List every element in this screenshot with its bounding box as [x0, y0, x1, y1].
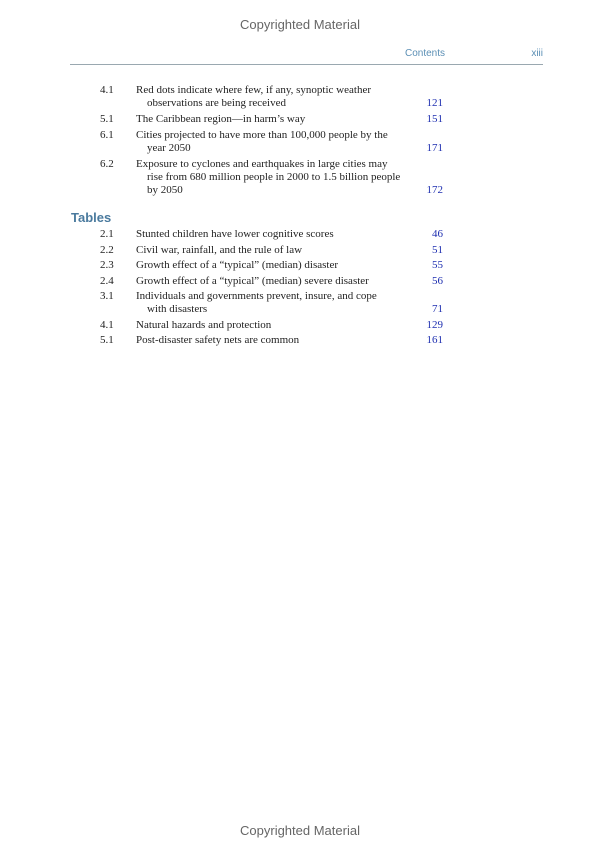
entry-title [136, 259, 410, 272]
running-head-section: Contents [404, 48, 445, 59]
entry-title-line: Growth effect of a “typical” (median) disaster [136, 259, 338, 271]
entry-title-line: Cities projected to have more than 100,000 people by the [136, 129, 388, 141]
entry-title-line: Post-disaster safety nets are common [136, 334, 300, 346]
figures-list [0, 84, 600, 200]
entry-page-number: 161 [426, 334, 443, 346]
entry-page-number: 129 [426, 318, 443, 331]
entry-title-line: rise from 680 million people in 2000 to 1.5 billion people [147, 171, 401, 183]
entry-title [136, 158, 410, 197]
entry-page-number: 171 [426, 142, 443, 154]
entry-page-number: 51 [432, 243, 443, 256]
entry-number: 4.1 [100, 84, 114, 96]
entry-page-number: 151 [426, 113, 443, 125]
watermark-top: Copyrighted Material [240, 17, 360, 32]
toc-entry [0, 228, 600, 241]
toc-entry [0, 334, 600, 347]
entry-page-number: 46 [432, 228, 443, 240]
entry-number: 2.3 [100, 259, 114, 271]
entry-title [136, 290, 410, 316]
entry-title-line: year 2050 [147, 142, 191, 154]
toc-entry [0, 290, 600, 316]
entry-number: 3.1 [100, 290, 114, 302]
entry-title [136, 84, 410, 110]
entry-number: 5.1 [100, 113, 114, 125]
toc-entry [0, 275, 600, 288]
entry-title [136, 334, 410, 347]
entry-title-line: Growth effect of a “typical” (median) severe disaster [136, 274, 369, 287]
entry-page-number: 55 [432, 259, 443, 271]
entry-title-line: Stunted children have lower cognitive scores [136, 228, 334, 240]
entry-page-number: 71 [432, 303, 443, 315]
tables-heading: Tables [71, 210, 112, 225]
entry-number: 6.1 [100, 129, 114, 141]
toc-entry [0, 244, 600, 257]
toc-entry [0, 158, 600, 197]
entry-title [136, 275, 410, 288]
entry-page-number: 172 [426, 184, 443, 196]
entry-title [136, 244, 410, 257]
entry-number: 4.1 [100, 318, 114, 331]
entry-title [136, 319, 410, 332]
entry-number: 2.4 [100, 274, 114, 287]
entry-title-line: with disasters [147, 303, 208, 315]
entry-title-line: by 2050 [147, 184, 183, 196]
toc-entry [0, 129, 600, 155]
entry-title-line: Individuals and governments prevent, insure, and cope [136, 290, 377, 302]
running-head-page-number: xiii [531, 48, 543, 59]
entry-title-line: The Caribbean region—in harm’s way [136, 113, 306, 125]
entry-number: 2.1 [100, 228, 114, 240]
entry-title [136, 228, 410, 241]
entry-title [136, 129, 410, 155]
tables-list [0, 228, 600, 350]
toc-entry [0, 84, 600, 110]
header-rule [70, 64, 543, 65]
toc-entry [0, 113, 600, 126]
entry-title-line: Natural hazards and protection [136, 318, 272, 331]
entry-page-number: 121 [426, 97, 443, 109]
entry-title [136, 113, 410, 126]
entry-number: 5.1 [100, 334, 114, 346]
entry-title-line: Red dots indicate where few, if any, synoptic weather [136, 84, 371, 96]
entry-title-line: Civil war, rainfall, and the rule of law [136, 243, 303, 256]
entry-title-line: Exposure to cyclones and earthquakes in large cities may [136, 158, 388, 170]
running-head [70, 48, 543, 64]
entry-number: 6.2 [100, 158, 114, 170]
toc-entry [0, 259, 600, 272]
entry-number: 2.2 [100, 243, 114, 256]
entry-page-number: 56 [432, 274, 443, 287]
watermark-bottom: Copyrighted Material [240, 823, 360, 838]
toc-entry [0, 319, 600, 332]
entry-title-line: observations are being received [147, 97, 286, 109]
